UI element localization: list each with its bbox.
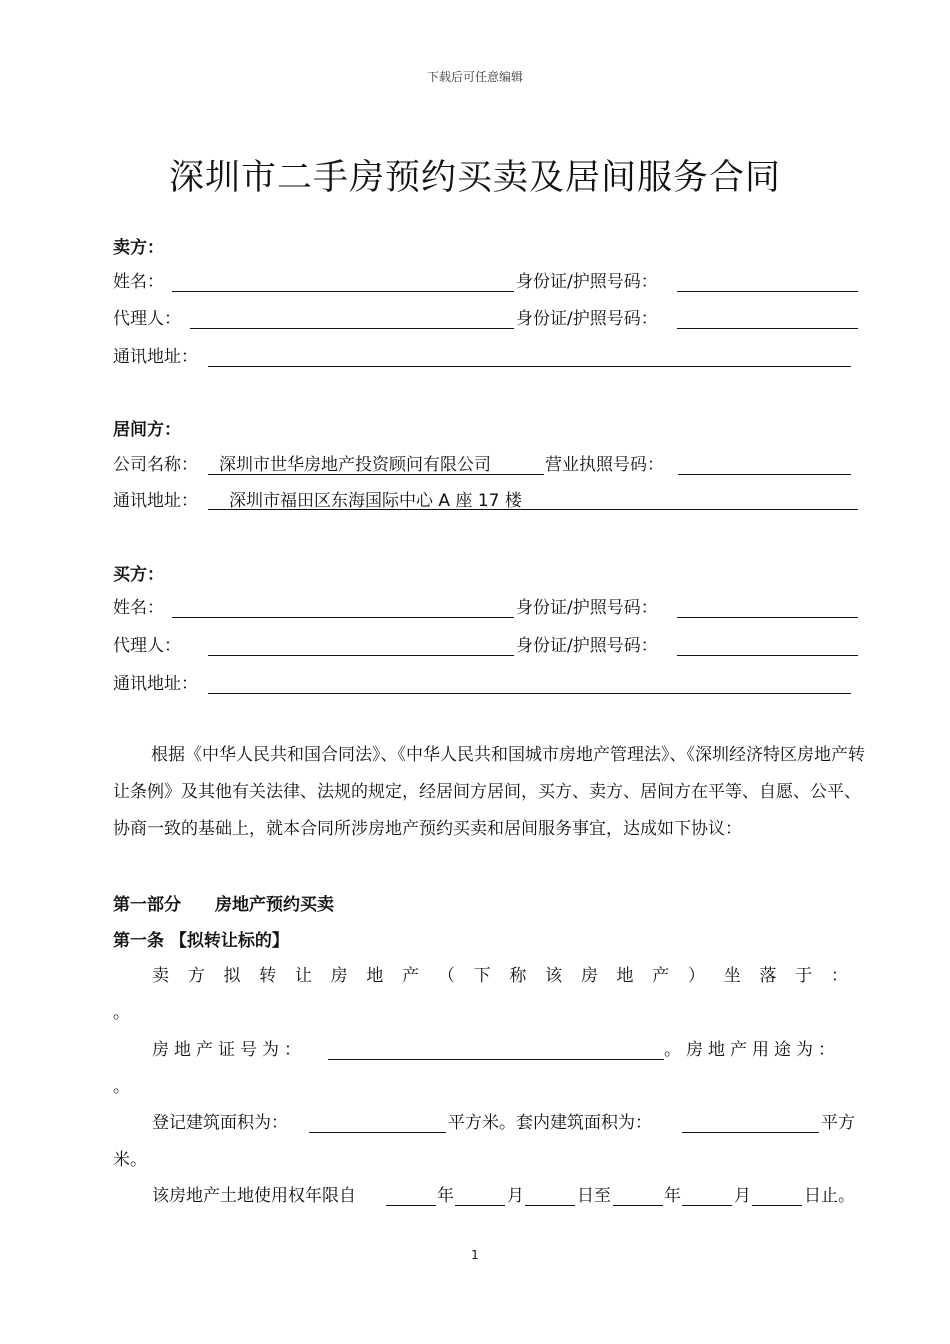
start-month-field[interactable] bbox=[455, 1205, 505, 1206]
seller-address-label: 通讯地址： bbox=[113, 347, 198, 367]
header-note: 下载后可任意编辑 bbox=[426, 70, 523, 84]
location-char: 转 bbox=[259, 966, 277, 986]
location-char: 称 bbox=[509, 966, 527, 986]
buyer-agent-label: 代理人： bbox=[113, 636, 181, 656]
location-period: 。 bbox=[113, 1003, 130, 1023]
buyer-agent-id-field[interactable] bbox=[677, 655, 858, 656]
buyer-heading: 买方： bbox=[113, 565, 164, 585]
buyer-address-label: 通讯地址： bbox=[113, 674, 198, 694]
location-char: 地 bbox=[616, 966, 634, 986]
registered-area-label: 登记建筑面积为： bbox=[152, 1113, 288, 1133]
broker-license-label: 营业执照号码： bbox=[545, 455, 664, 475]
year-label: 年 bbox=[437, 1186, 454, 1206]
land-term-label: 该房地产土地使用权年限自 bbox=[152, 1186, 356, 1206]
start-day-field[interactable] bbox=[525, 1205, 575, 1206]
location-char: 落 bbox=[759, 966, 777, 986]
buyer-agent-field[interactable] bbox=[208, 655, 514, 656]
seller-name-label: 姓名： bbox=[113, 272, 164, 292]
buyer-name-label: 姓名： bbox=[113, 598, 164, 618]
location-char: 房 bbox=[330, 966, 348, 986]
location-char: 下 bbox=[473, 966, 491, 986]
location-char: ： bbox=[830, 966, 848, 986]
cert-label: 房地产证号为： bbox=[152, 1040, 306, 1060]
seller-agent-label: 代理人： bbox=[113, 309, 181, 329]
location-char: 产 bbox=[402, 966, 420, 986]
broker-address-label: 通讯地址： bbox=[113, 491, 198, 511]
day-to-label: 日至 bbox=[577, 1186, 611, 1206]
area-unit-part2: 米。 bbox=[113, 1150, 147, 1170]
seller-heading: 卖方： bbox=[113, 238, 164, 258]
location-char: （ bbox=[437, 966, 455, 986]
location-char: 该 bbox=[545, 966, 563, 986]
end-year-label: 年 bbox=[664, 1186, 681, 1206]
area-unit-part1: 平方 bbox=[821, 1113, 855, 1133]
seller-name-field[interactable] bbox=[172, 291, 514, 292]
seller-agent-field[interactable] bbox=[190, 328, 514, 329]
location-char: 房 bbox=[580, 966, 598, 986]
seller-id-field[interactable] bbox=[677, 291, 858, 292]
seller-agent-id-field[interactable] bbox=[677, 328, 858, 329]
location-char: 产 bbox=[652, 966, 670, 986]
buyer-id-label: 身份证/护照号码： bbox=[516, 598, 658, 618]
buyer-agent-id-label: 身份证/护照号码： bbox=[516, 636, 658, 656]
end-day-field[interactable] bbox=[752, 1205, 802, 1206]
page-number: 1 bbox=[471, 1248, 479, 1262]
article-one-heading: 第一条 【拟转让标的】 bbox=[113, 931, 289, 951]
registered-area-field[interactable] bbox=[309, 1132, 446, 1133]
broker-address-value: 深圳市福田区东海国际中心 A 座 17 楼 bbox=[229, 491, 522, 511]
cert-number-field[interactable] bbox=[328, 1059, 664, 1060]
location-char: 方 bbox=[187, 966, 205, 986]
broker-company-label: 公司名称： bbox=[113, 455, 198, 475]
inner-area-label: 平方米。套内建筑面积为： bbox=[448, 1113, 652, 1133]
location-char: ） bbox=[688, 966, 706, 986]
location-char: 拟 bbox=[223, 966, 241, 986]
location-char: 于 bbox=[795, 966, 813, 986]
seller-agent-id-label: 身份证/护照号码： bbox=[516, 309, 658, 329]
broker-company-value: 深圳市世华房地产投资顾问有限公司 bbox=[219, 455, 491, 475]
location-char: 地 bbox=[366, 966, 384, 986]
start-year-field[interactable] bbox=[386, 1205, 436, 1206]
preamble-paragraph: 根据《中华人民共和国合同法》、《中华人民共和国城市房地产管理法》、《深圳经济特区房地产转让条例》及其他有关法律、法规的规定，经居间方居间，买方、卖方、居间方在平等、自愿、公平、协商一致的基础上，就本合同所涉房地产预约买卖和居间服务事宜，达成如下协议： bbox=[113, 745, 865, 839]
inner-area-field[interactable] bbox=[682, 1132, 819, 1133]
buyer-name-field[interactable] bbox=[172, 617, 514, 618]
month-label: 月 bbox=[507, 1186, 524, 1206]
usage-label: 。房地产用途为： bbox=[664, 1040, 840, 1060]
end-month-field[interactable] bbox=[682, 1205, 732, 1206]
buyer-id-field[interactable] bbox=[677, 617, 858, 618]
part-one-heading: 第一部分 房地产预约买卖 bbox=[113, 895, 334, 915]
end-year-field[interactable] bbox=[613, 1205, 663, 1206]
location-char: 让 bbox=[294, 966, 312, 986]
seller-address-field[interactable] bbox=[208, 366, 851, 367]
location-clause bbox=[152, 966, 848, 986]
end-month-label: 月 bbox=[734, 1186, 751, 1206]
usage-period: 。 bbox=[113, 1077, 130, 1097]
seller-id-label: 身份证/护照号码： bbox=[516, 272, 658, 292]
broker-license-field[interactable] bbox=[678, 474, 851, 475]
location-char: 坐 bbox=[723, 966, 741, 986]
broker-heading: 居间方： bbox=[113, 420, 181, 440]
document-title: 深圳市二手房预约买卖及居间服务合同 bbox=[168, 158, 781, 198]
day-end-label: 日止。 bbox=[804, 1186, 855, 1206]
location-char: 卖 bbox=[152, 966, 169, 986]
buyer-address-field[interactable] bbox=[208, 693, 851, 694]
